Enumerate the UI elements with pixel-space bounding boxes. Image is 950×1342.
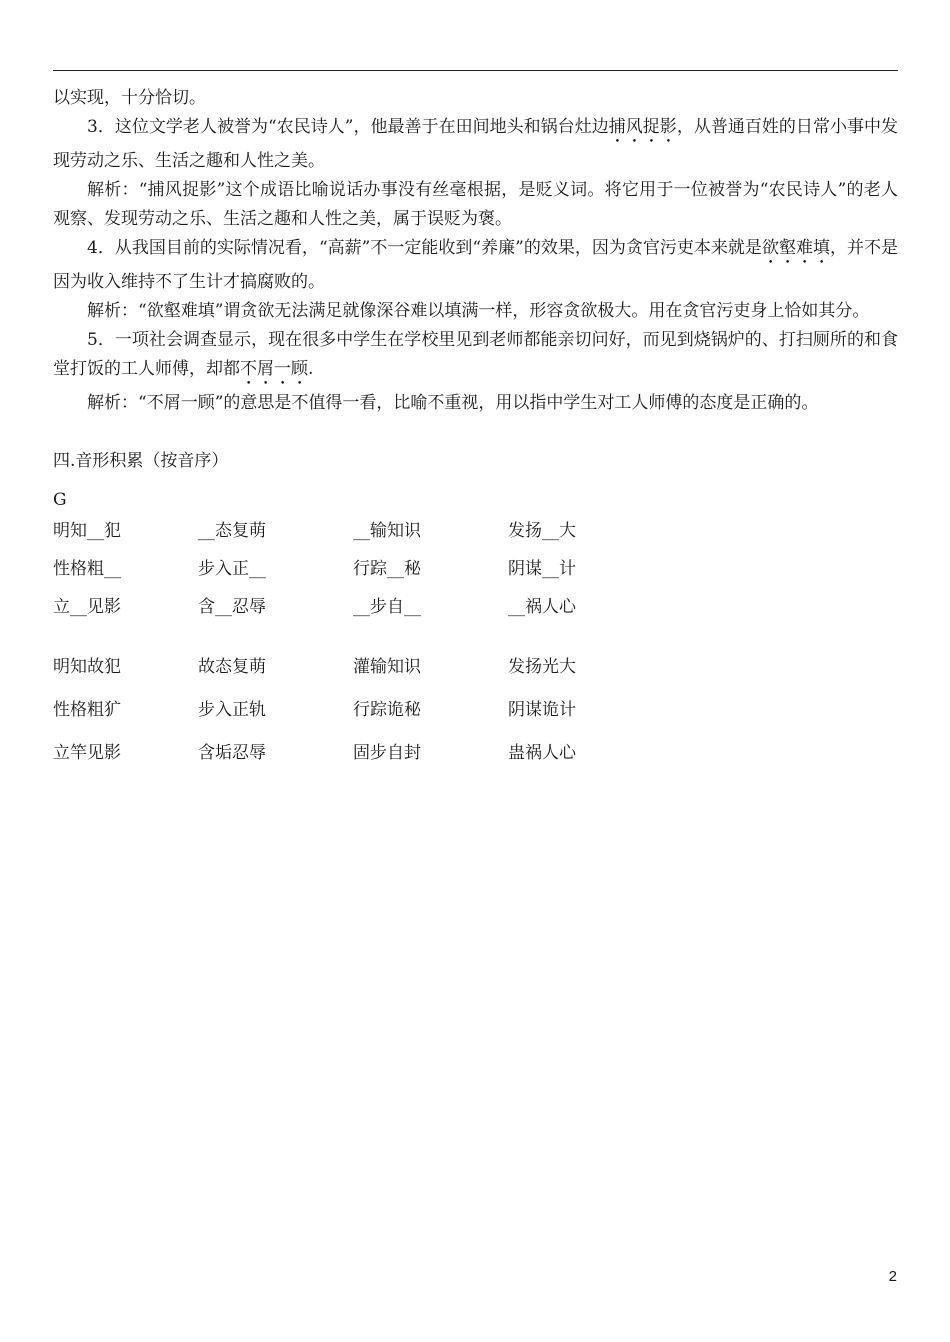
answer-item: 灌输知识 [353, 657, 421, 677]
blank-item: __步自__ [353, 597, 421, 617]
blank-item: 明知__犯 [53, 521, 121, 541]
question-number: 3． [87, 117, 115, 137]
letter-heading: G [53, 490, 67, 510]
page-number: 2 [888, 1268, 897, 1285]
blank-item: 含__忍辱 [198, 597, 266, 617]
analysis-4 [53, 297, 898, 326]
answer-item: 行踪诡秘 [353, 700, 421, 720]
analysis-label: 解析： [87, 301, 138, 321]
analysis-5 [53, 389, 898, 418]
analysis-text: “不屑一顾”的意思是不值得一看，比喻不重视，用以指中学生对工人师傅的态度是正确的。 [138, 393, 819, 413]
analysis-text: “欲壑难填”谓贪欲无法满足就像深谷难以填满一样，形容贪欲极大。用在贪官污吏身上恰如其分。 [138, 301, 870, 321]
answer-item: 性格粗犷 [53, 700, 121, 720]
analysis-3 [53, 176, 898, 234]
answer-item: 含垢忍辱 [198, 743, 266, 763]
question-5 [53, 326, 898, 389]
question-text: 一项社会调查显示，现在很多中学生在学校里见到老师都能亲切问好，而见到烧锅炉的、打扫厕所的和食堂打饭的工人师傅，却都 [53, 330, 898, 379]
question-number: 4． [87, 238, 115, 258]
blank-item: 阴谋__计 [508, 559, 576, 579]
answer-item: 阴谋诡计 [508, 700, 576, 720]
question-text: 这位文学老人被誉为“农民诗人”，他最善于在田间地头和锅台灶边 [114, 117, 609, 137]
emphasized-idiom: 欲壑难填 [761, 238, 830, 258]
analysis-text: “捕风捉影”这个成语比喻说话办事没有丝毫根据，是贬义词。将它用于一位被誉为“农民诗人”的老人观察、发现劳动之乐、生活之趣和人性之美，属于误贬为褒。 [53, 180, 898, 229]
section-title: 四.音形积累（按音序） [53, 451, 229, 471]
answer-item: 固步自封 [353, 743, 421, 763]
blank-item: 立__见影 [53, 597, 121, 617]
blank-grid [53, 512, 898, 626]
document-body [53, 84, 898, 775]
answer-grid [53, 646, 898, 775]
blank-item: __态复萌 [198, 521, 266, 541]
answer-item: 发扬光大 [508, 657, 576, 677]
header-rule [53, 70, 898, 71]
blank-item: 步入正__ [198, 559, 266, 579]
question-text: ，并不是因为收入维持不了生计才搞腐败的。 [53, 238, 899, 292]
blank-item: 行踪__秘 [353, 559, 421, 579]
blank-item: 性格粗__ [53, 559, 121, 579]
answer-item: 步入正轨 [198, 700, 266, 720]
emphasized-idiom: 不屑一顾 [240, 359, 308, 379]
answer-item: 立竿见影 [53, 743, 121, 763]
blank-item: 发扬__大 [508, 521, 576, 541]
answer-item: 故态复萌 [198, 657, 266, 677]
question-3 [53, 113, 898, 176]
question-4 [53, 234, 898, 297]
emphasized-idiom: 捕风捉影 [608, 117, 677, 137]
question-text: . [308, 359, 314, 379]
analysis-label: 解析： [87, 180, 139, 200]
question-text: ，从普通百姓的日常小事中发现劳动之乐、生活之趣和人性之美。 [53, 117, 899, 171]
answer-item: 明知故犯 [53, 657, 121, 677]
analysis-label: 解析： [87, 393, 138, 413]
blank-item: __输知识 [353, 521, 421, 541]
blank-item: __祸人心 [508, 597, 576, 617]
answer-item: 蛊祸人心 [508, 743, 576, 763]
question-text: 从我国目前的实际情况看，“高薪”不一定能收到“养廉”的效果，因为贪官污吏本来就是 [114, 238, 762, 258]
question-number: 5． [87, 330, 115, 350]
continued-line: 以实现，十分恰切。 [53, 88, 206, 108]
